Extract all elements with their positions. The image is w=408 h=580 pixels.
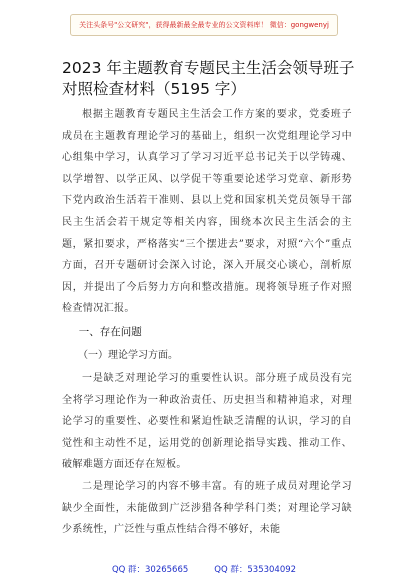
- body-paragraph-1: 一是缺乏对理论学习的重要性认识。部分班子成员没有完全将学习理论作为一种政治责任、历史担当和精神追求，对理论学习的重要性、必要性和紧迫性缺乏清醒的认识，学习的自觉性和主动性不足，运用党的创新理论指导实践、推动工作、破解难题方面还存在短板。: [62, 372, 352, 471]
- promo-banner[interactable]: [70, 14, 338, 36]
- intro-paragraph: 根据主题教育专题民主生活会工作方案的要求，党委班子成员在主题教育理论学习的基础上，组织一次党组理论学习中心组集中学习，认真学习了学习习近平总书记关于以学铸魂、以学增智、以学正风、以学促干等重要论述学习党章、新形势下党内政治生活若干准则、县以上党和国家机关党员领导干部民主生活会若干规定等相关内容，围绕本次民主生活会的主题，紧扣要求，严格落实“三个摆进去”要求，对照“六个”重点方面，召开专题研讨会深入讨论，深入开展交心谈心，剖析原因，并提出了今后努力方向和整改措施。现将领导班子作对照检查情况汇报。: [62, 109, 352, 315]
- title-line-2: 对照检查材料（5195 字）: [62, 80, 246, 98]
- section-heading: 一、存在问题: [78, 325, 142, 338]
- title-line-1: 2023 年主题教育专题民主生活会领导班子: [62, 59, 355, 77]
- body-paragraph-2: 二是理论学习的内容不够丰富。有的班子成员对理论学习缺少全面性，未能做到广泛涉猎各种学科门类；对理论学习缺少系统性，广泛性与重点性结合得不够好，未能: [62, 480, 352, 536]
- qq-group-1[interactable]: QQ 群：30265665: [111, 565, 189, 575]
- qq-group-2[interactable]: QQ 群：535304092: [214, 565, 297, 575]
- document-body: [62, 104, 352, 541]
- promo-banner-text: 关注头条号"公文研究"，获得最新最全最专业的公文资料库！ 微信：gongwenyj: [79, 21, 329, 29]
- subsection-heading: （一）理论学习方面。: [78, 349, 178, 361]
- document-title: [62, 58, 362, 100]
- page-footer: [0, 563, 408, 575]
